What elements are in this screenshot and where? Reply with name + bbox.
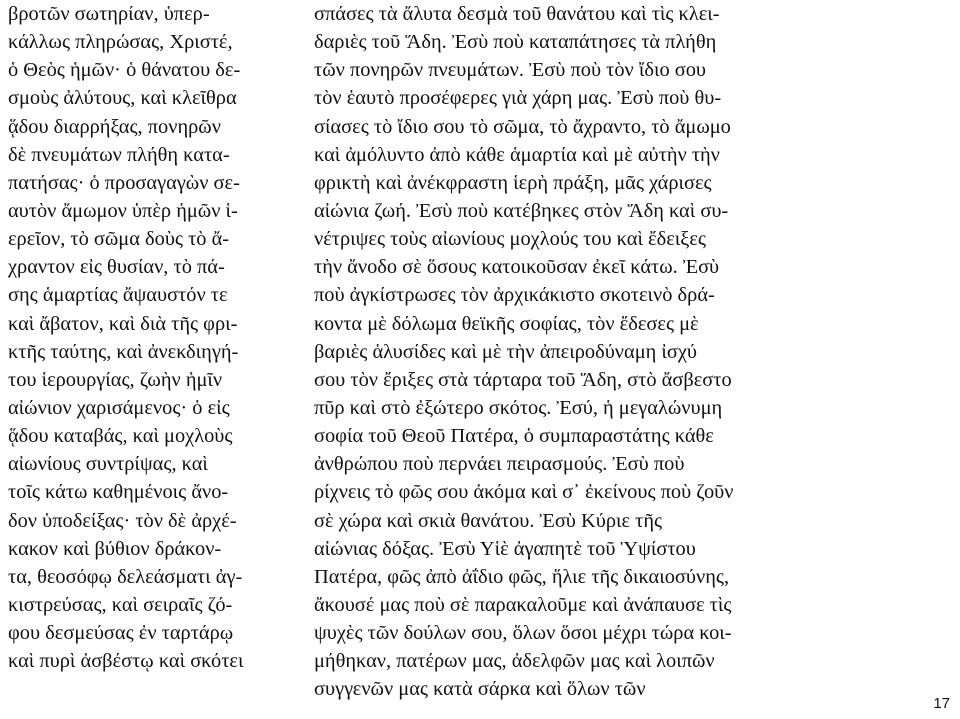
right-column-line: ψυχὲς τῶν δούλων σου, ὅλων ὅσοι μέχρι τώρα κοι- (314, 622, 732, 645)
right-column-line: ποὺ ἀγκίστρωσες τὸν ἀρχικάκιστο σκοτεινὸ δρά- (314, 284, 715, 307)
right-column-line: σπάσες τὰ ἄλυτα δεσμὰ τοῦ θανάτου καὶ τὶς κλει- (314, 3, 720, 25)
right-column-line: πῦρ καὶ στὸ ἐξώτερο σκότος. Ἐσύ, ἡ μεγαλώνυμη (314, 396, 723, 419)
left-column-ancient-greek (8, 0, 298, 675)
left-column-line: πατήσας· ὁ προσαγαγὼν σε- (8, 171, 240, 194)
left-column-line: ὁ Θεὸς ἡμῶν· ὁ θάνατου δε- (8, 59, 241, 82)
right-column-line: κοντα μὲ δόλωμα θεϊκῆς σοφίας, τὸν ἔδεσες μὲ (314, 312, 699, 335)
left-column-line: αἰώνιον χαρισάμενος· ὁ εἰς (8, 396, 230, 419)
left-column-line: φου δεσμεύσας ἐν ταρτάρῳ (8, 622, 234, 645)
left-column-line: τα, θεοσόφῳ δελεάσματι ἀγ- (8, 565, 243, 588)
left-column-line: βροτῶν σωτηρίαν, ὑπερ- (8, 3, 210, 25)
right-column-line: αἰώνια ζωή. Ἐσὺ ποὺ κατέβηκες στὸν Ἅδη καὶ συ- (314, 199, 729, 222)
left-column-line: του ἱερουργίας, ζωὴν ἡμῖν (8, 368, 223, 391)
right-column-line: νέτριψες τοὺς αἰωνίους μοχλούς του καὶ ἔδειξες (314, 228, 706, 251)
left-column-line: κάλλως πληρώσας, Χριστέ, (8, 31, 233, 54)
left-column-line: σης ἁμαρτίας ἄψαυστόν τε (8, 284, 228, 307)
right-column-line: ἄκουσέ μας ποὺ σὲ παρακαλοῦμε καὶ ἀνάπαυσε τὶς (314, 593, 732, 616)
right-column-line: καὶ ἀμόλυντο ἀπὸ κάθε ἁμαρτία καὶ μὲ αὐτὴν τὴν (314, 143, 720, 166)
right-column-line: σοφία τοῦ Θεοῦ Πατέρα, ὁ συμπαραστάτης κάθε (314, 425, 714, 448)
right-column-line: αἰώνιας δόξας. Ἐσὺ Υἱὲ ἀγαπητὲ τοῦ Ὑψίστου (314, 537, 696, 560)
left-column-line: χραντον εἰς θυσίαν, τὸ πά- (8, 256, 225, 279)
right-column-modern-greek (314, 0, 954, 704)
right-column-line: σὲ χώρα καὶ σκιὰ θανάτου. Ἐσὺ Κύριε τῆς (314, 509, 663, 532)
right-column-line: τῶν πονηρῶν πνευμάτων. Ἐσὺ ποὺ τὸν ἴδιο σου (314, 59, 707, 82)
left-column-line: κακον καὶ βύθιον δράκον- (8, 537, 222, 560)
left-column-line: δὲ πνευμάτων πλήθη κατα- (8, 143, 230, 166)
left-column-line: κτῆς ταύτης, καὶ ἀνεκδιηγή- (8, 340, 239, 363)
right-column-line: ἀνθρώπου ποὺ περνάει πειρασμούς. Ἐσὺ ποὺ (314, 453, 685, 476)
right-column-line: Πατέρα, φῶς ἀπὸ ἀΐδιο φῶς, ἥλιε τῆς δικαιοσύνης, (314, 565, 730, 588)
left-column-line: καὶ ἄβατον, καὶ διὰ τῆς φρι- (8, 312, 238, 335)
right-column-line: σου τὸν ἔριξες στὰ τάρταρα τοῦ Ἅδη, στὸ ἄσβεστο (314, 368, 732, 391)
right-column-line: μήθηκαν, πατέρων μας, ἀδελφῶν μας καὶ λοιπῶν (314, 650, 715, 673)
left-column-line: αυτὸν ἄμωμον ὑπὲρ ἡμῶν ἱ- (8, 199, 238, 222)
left-column-line: αἰωνίους συντρίψας, καὶ (8, 453, 208, 476)
right-column-line: τὴν ἄνοδο σὲ ὅσους κατοικοῦσαν ἐκεῖ κάτω. Ἐσὺ (314, 256, 720, 279)
left-column-line: σμοὺς ἀλύτους, καὶ κλεῖθρα (8, 87, 237, 110)
right-column-line: τὸν ἑαυτὸ προσέφερες γιὰ χάρη μας. Ἐσὺ ποὺ θυ- (314, 87, 722, 110)
right-column-line: συγγενῶν μας κατὰ σάρκα καὶ ὅλων τῶν (314, 678, 646, 701)
right-column-line: δαριὲς τοῦ Ἅδη. Ἐσὺ ποὺ καταπάτησες τὰ πλήθη (314, 31, 717, 54)
left-column-line: δον ὑποδείξας· τὸν δὲ ἀρχέ- (8, 509, 237, 532)
right-column-line: ρίχνεις τὸ φῶς σου ἀκόμα καὶ σ᾽ ἐκείνους ποὺ ζοῦν (314, 481, 734, 504)
left-column-line: κιστρεύσας, καὶ σειραῖς ζό- (8, 593, 233, 616)
left-column-line: ερεῖον, τὸ σῶμα δοὺς τὸ ἄ- (8, 228, 230, 251)
right-column-line: βαριὲς ἁλυσίδες καὶ μὲ τὴν ἀπειροδύναμη ἰσχύ (314, 340, 698, 363)
left-column-line: ᾅδου διαρρήξας, πονηρῶν (8, 115, 221, 138)
right-column-line: φρικτὴ καὶ ἀνέκφραστη ἱερὴ πράξη, μᾶς χάρισες (314, 171, 712, 194)
left-column-line: καὶ πυρὶ ἀσβέστῳ καὶ σκότει (8, 650, 244, 673)
right-column-line: σίασες τὸ ἴδιο σου τὸ σῶμα, τὸ ἄχραντο, τὸ ἄμωμο (314, 115, 731, 138)
page-number: 17 (933, 695, 950, 712)
left-column-line: ᾅδου καταβάς, καὶ μοχλοὺς (8, 425, 233, 448)
left-column-line: τοῖς κάτω καθημένοις ἄνο- (8, 481, 229, 504)
